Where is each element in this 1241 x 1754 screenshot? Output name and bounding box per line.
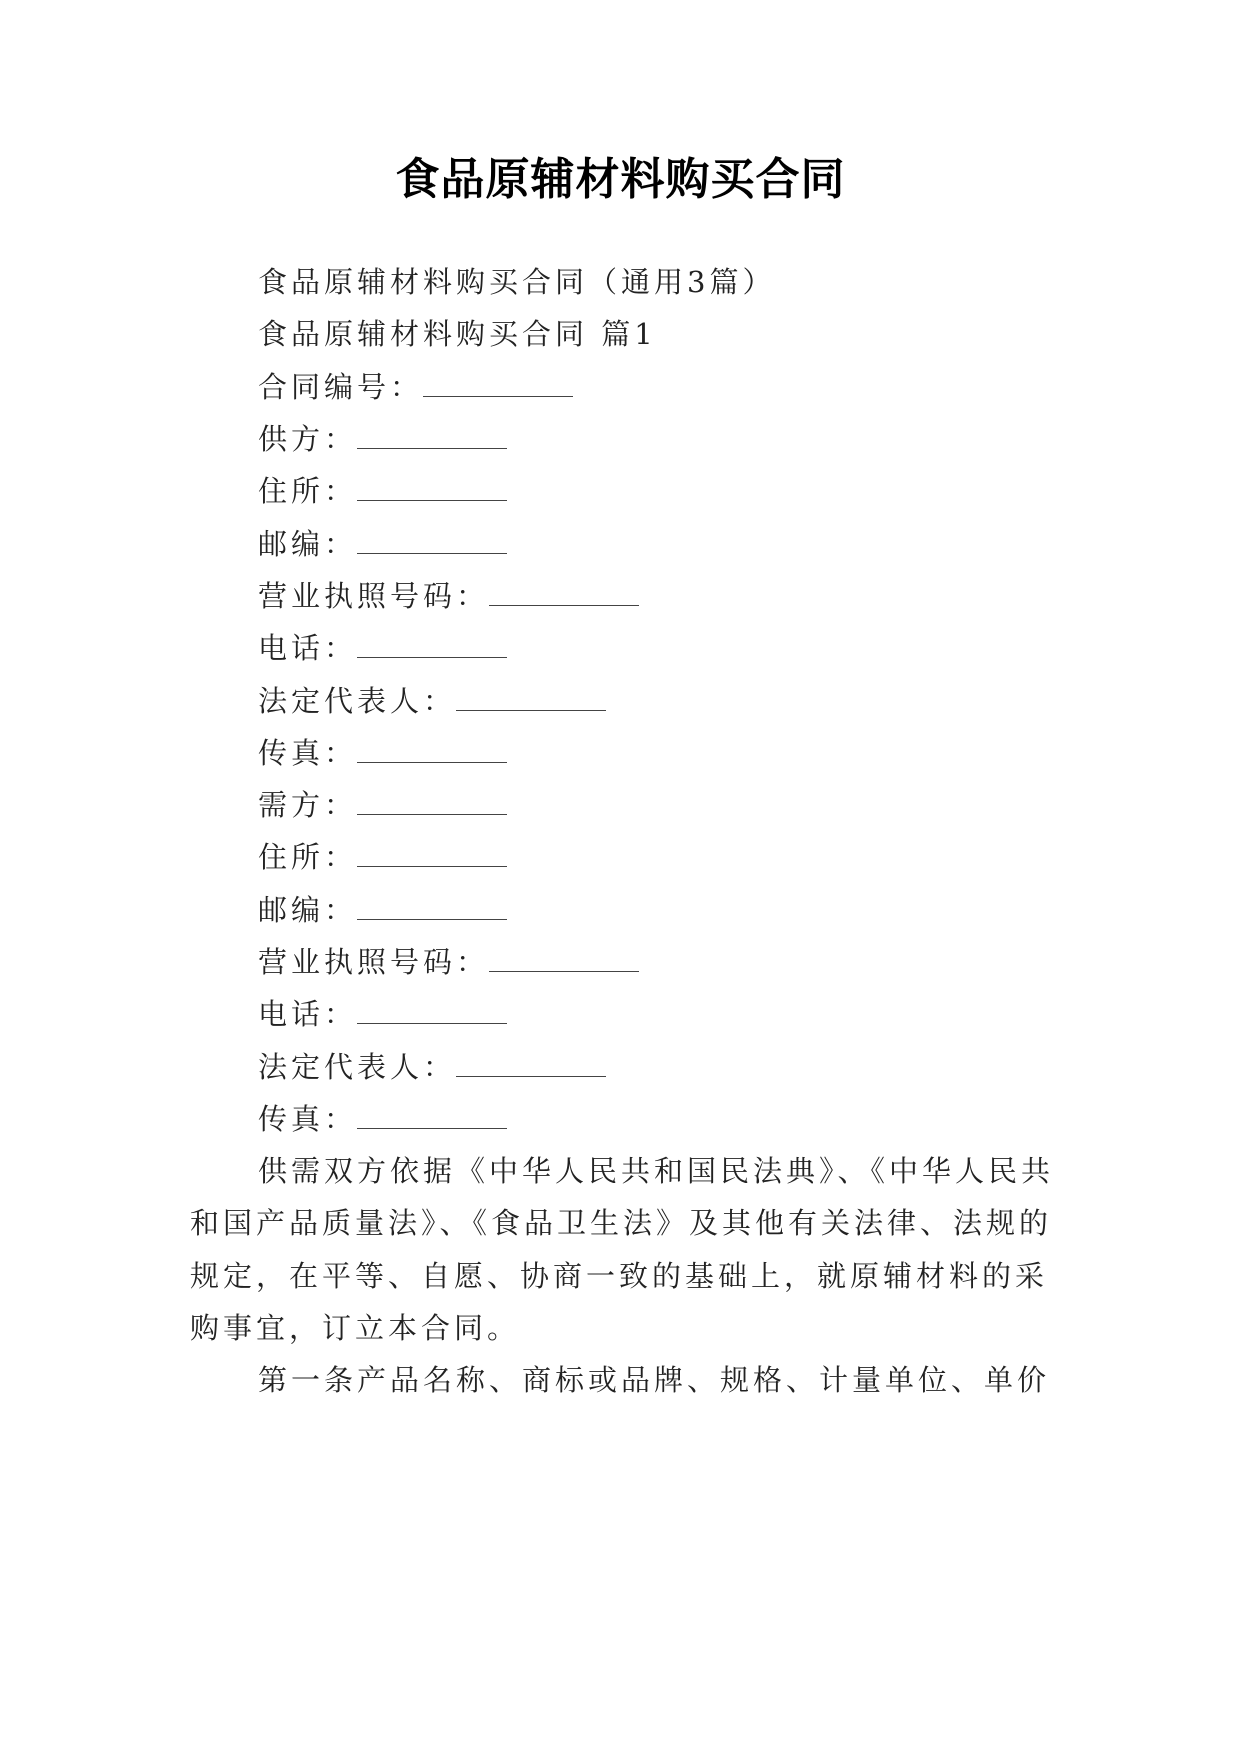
- field-label: 住所：: [258, 840, 358, 874]
- paragraph-line: 供需双方依据《中华人民共和国民法典》、《中华人民共: [258, 1154, 1055, 1188]
- field-buyer-representative: [258, 1047, 606, 1087]
- field-buyer-postcode: [258, 890, 507, 930]
- article-1-line: 第一条产品名称、商标或品牌、规格、计量单位、单价: [258, 1363, 1051, 1397]
- fill-in-blank: [357, 736, 507, 763]
- fill-in-blank: [357, 997, 507, 1024]
- field-label: 传真：: [258, 1102, 358, 1136]
- section-heading: 食品原辅材料购买合同 篇1: [258, 317, 657, 351]
- field-label: 法定代表人：: [258, 684, 457, 718]
- paragraph-line: 购事宜，订立本合同。: [190, 1311, 521, 1345]
- field-label: 电话：: [258, 997, 358, 1031]
- field-label: 电话：: [258, 631, 358, 665]
- fill-in-blank: [456, 1050, 606, 1077]
- field-label: 营业执照号码：: [258, 945, 490, 979]
- fill-in-blank: [357, 422, 507, 449]
- paragraph-line: 规定，在平等、自愿、协商一致的基础上，就原辅材料的采: [190, 1259, 1049, 1293]
- fill-in-blank: [357, 788, 507, 815]
- document-subtitle: 食品原辅材料购买合同（通用3篇）: [258, 265, 776, 299]
- field-label: 营业执照号码：: [258, 579, 490, 613]
- field-label: 邮编：: [258, 527, 358, 561]
- fill-in-blank: [357, 840, 507, 867]
- fill-in-blank: [357, 474, 507, 501]
- field-supplier-license: [258, 576, 639, 616]
- field-supplier-address: [258, 471, 507, 511]
- fill-in-blank: [456, 684, 606, 711]
- field-supplier: [258, 419, 507, 459]
- field-supplier-phone: [258, 628, 507, 668]
- field-label: 供方：: [258, 422, 358, 456]
- fill-in-blank: [357, 527, 507, 554]
- field-label: 传真：: [258, 736, 358, 770]
- field-buyer-license: [258, 942, 639, 982]
- field-buyer-address: [258, 837, 507, 877]
- fill-in-blank: [489, 945, 639, 972]
- field-contract-number: [258, 367, 573, 407]
- fill-in-blank: [489, 579, 639, 606]
- fill-in-blank: [423, 370, 573, 397]
- field-label: 住所：: [258, 474, 358, 508]
- document-title: 食品原辅材料购买合同: [395, 154, 846, 205]
- fill-in-blank: [357, 1102, 507, 1129]
- field-supplier-fax: [258, 733, 507, 773]
- field-buyer-fax: [258, 1099, 507, 1139]
- field-label: 邮编：: [258, 893, 358, 927]
- field-label: 法定代表人：: [258, 1050, 457, 1084]
- field-supplier-representative: [258, 681, 606, 721]
- field-label: 合同编号：: [258, 370, 424, 404]
- field-supplier-postcode: [258, 524, 507, 564]
- field-buyer: [258, 785, 507, 825]
- paragraph-line: 和国产品质量法》、《食品卫生法》及其他有关法律、法规的: [190, 1206, 1053, 1240]
- field-buyer-phone: [258, 994, 507, 1034]
- fill-in-blank: [357, 893, 507, 920]
- field-label: 需方：: [258, 788, 358, 822]
- fill-in-blank: [357, 631, 507, 658]
